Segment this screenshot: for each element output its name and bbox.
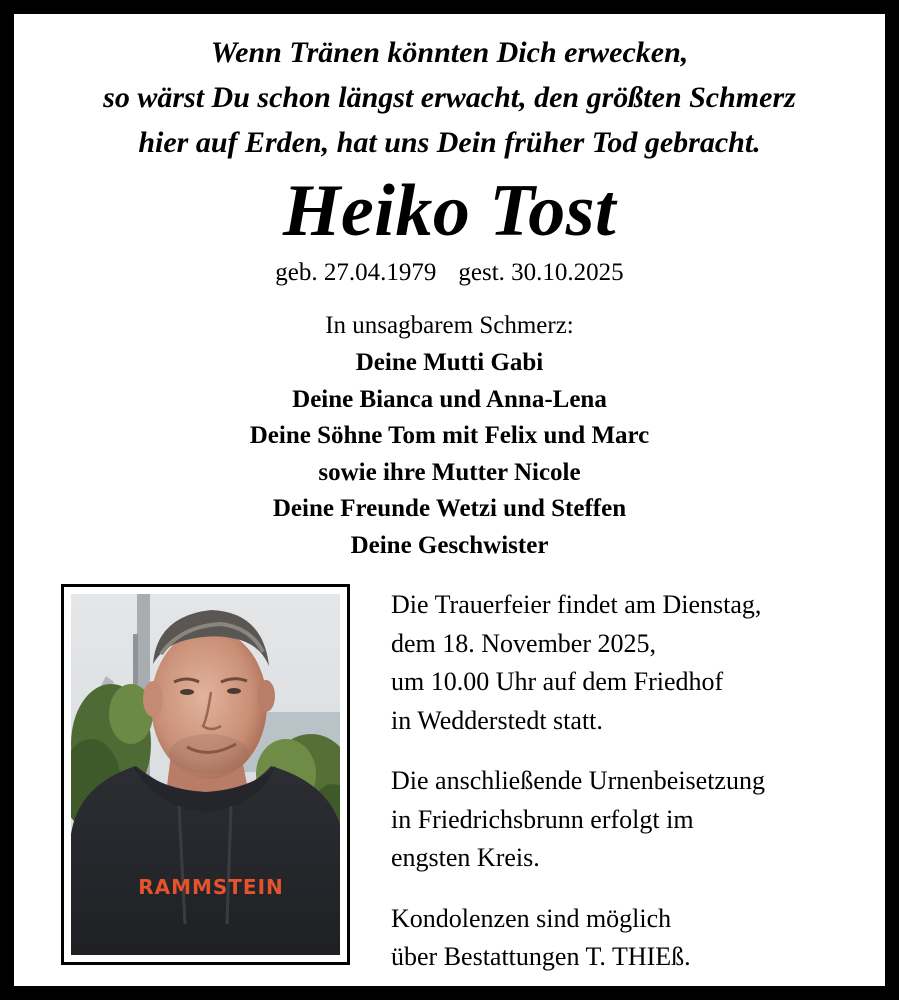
- condolence-details: [391, 900, 871, 977]
- info-line: über Bestattungen T. THIEß.: [391, 942, 691, 971]
- obituary-notice: [14, 14, 885, 986]
- shirt-print: RAMMSTEIN: [138, 875, 284, 899]
- mourner-line: Deine Bianca und Anna-Lena: [292, 385, 607, 413]
- mourners-list: [14, 345, 885, 564]
- birth-date: geb. 27.04.1979: [275, 259, 437, 286]
- info-line: um 10.00 Uhr auf dem Friedhof: [391, 667, 724, 696]
- portrait-photo: [71, 594, 340, 955]
- portrait-frame: [61, 584, 350, 965]
- info-line: in Friedrichsbrunn erfolgt im: [391, 804, 694, 834]
- info-line: in Wedderstedt statt.: [391, 705, 603, 735]
- mourner-line: Deine Freunde Wetzi und Steffen: [272, 495, 627, 522]
- mourners-intro: In unsagbarem Schmerz:: [325, 312, 574, 339]
- mourner-line: Deine Söhne Tom mit Felix und Marc: [249, 422, 650, 449]
- poem-line: Wenn Tränen könnten Dich erwecken,: [210, 36, 689, 69]
- poem-line: hier auf Erden, hat uns Dein früher Tod gebracht.: [138, 126, 761, 159]
- funeral-info: [391, 586, 871, 977]
- mourner-line: Deine Geschwister: [350, 531, 549, 559]
- info-line: Die anschließende Urnenbeisetzung: [391, 766, 765, 795]
- urn-burial-details: [391, 762, 871, 878]
- ceremony-details: [391, 586, 871, 740]
- poem-line: so wärst Du schon längst erwacht, den größten Schmerz: [103, 81, 796, 114]
- deceased-name: Heiko Tost: [282, 170, 617, 252]
- poem: [14, 30, 885, 165]
- info-line: dem 18. November 2025,: [391, 628, 657, 658]
- mourner-line: sowie ihre Mutter Nicole: [318, 458, 581, 486]
- life-dates: [14, 257, 885, 289]
- info-line: Kondolenzen sind möglich: [391, 903, 672, 933]
- mourner-line: Deine Mutti Gabi: [355, 349, 544, 376]
- info-line: Die Trauerfeier findet am Dienstag,: [391, 590, 762, 619]
- death-date: gest. 30.10.2025: [458, 259, 624, 286]
- info-line: engsten Kreis.: [391, 843, 540, 872]
